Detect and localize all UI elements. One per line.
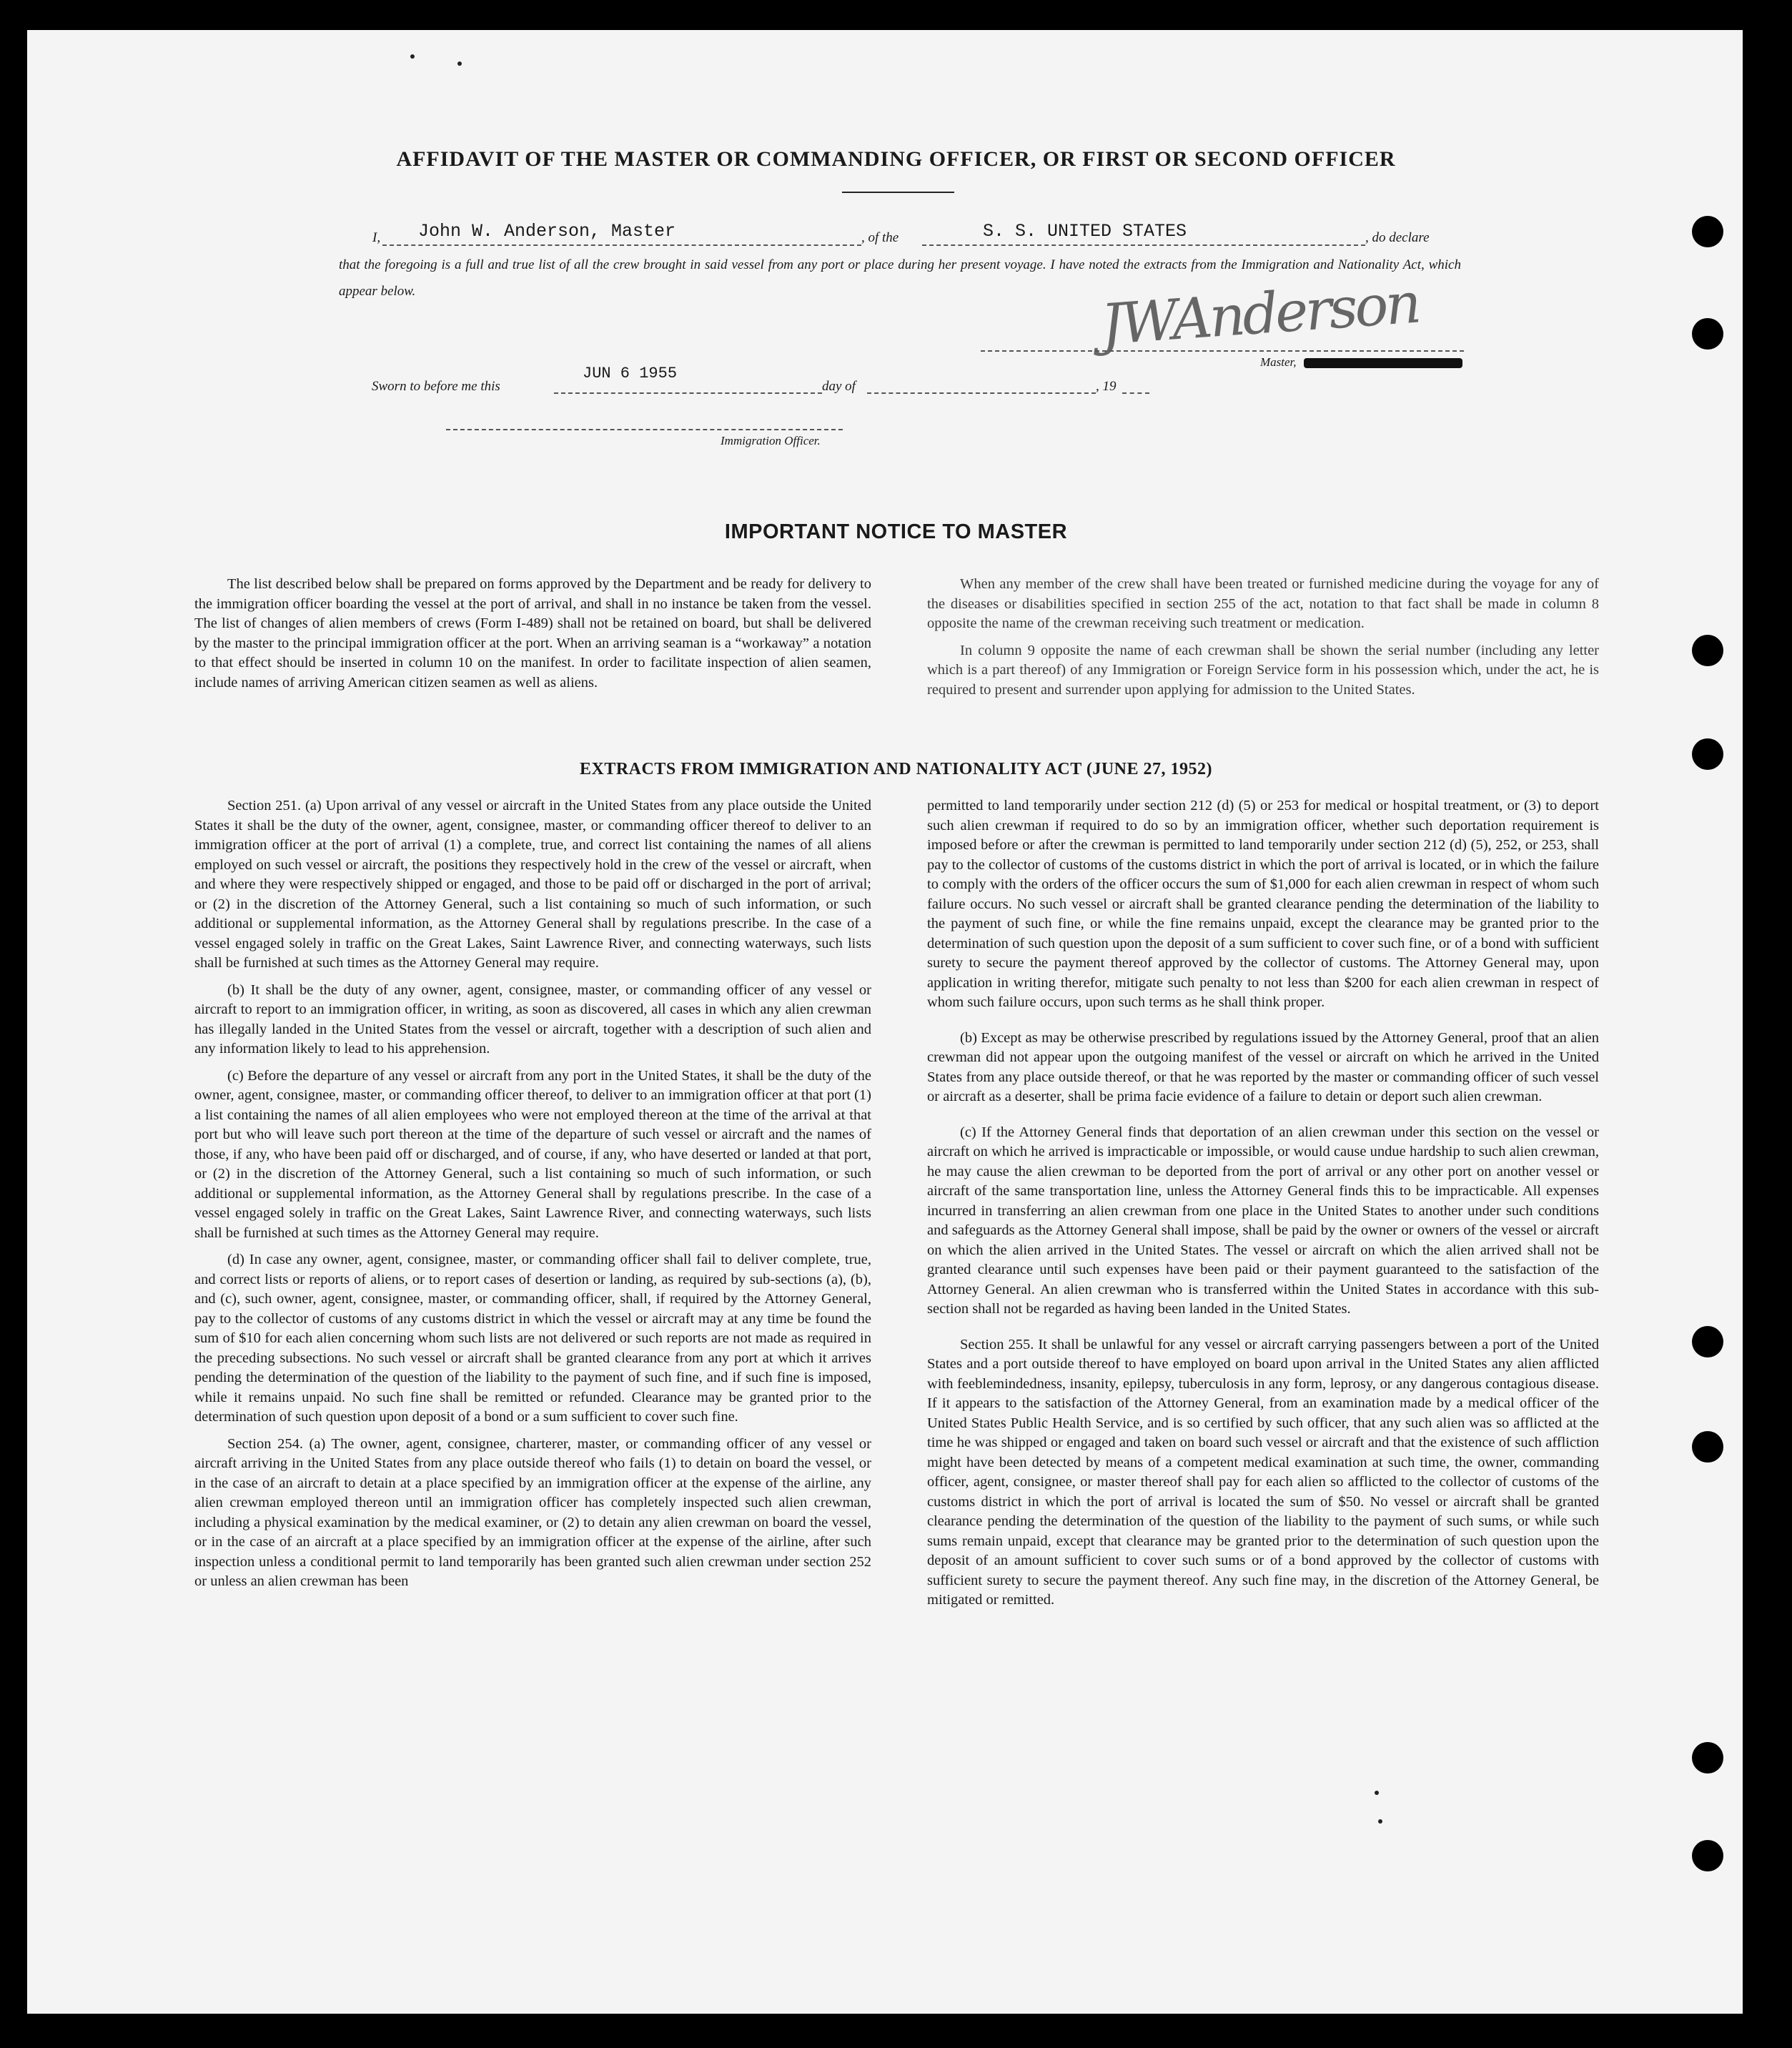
extract-paragraph: (b) Except as may be otherwise prescribed by regulations issued by the Attorney General, proof that an alien crewman did not appear upon the outgoing manifest of the vessel or aircraft on which he arrived in the United States from any place outside thereof, or that he was reported by the master or commanding officer of such vessel or aircraft as a deserter, shall be prima facie evidence of a failure to detain or deport such alien crewman. <box>927 1029 1599 1104</box>
extract-paragraph: (d) In case any owner, agent, consignee, master, or commanding officer shall fail to deliver complete, true, and correct lists or reports of aliens, or to report cases of desertion or landing, as required by sub-sections (a), (b), and (c), such owner, agent, consignee, master, or commanding officer, shall, if required by the Attorney General, pay to the collector of customs of any customs district in which the vessel or aircraft may at any time be found the sum of $10 for each alien concerning whom such lists are not delivered or such reports are not made as required in the preceding subsections. No such vessel or aircraft shall be granted clearance from any port at which it arrives pending the determination of the question of the liability to the payment of such fine, and if such fine is imposed, while it remains unpaid. No such fine shall be remitted or refunded. Clearance may be granted prior to the determination of such question upon deposit of a bond or a sum sufficient to cover such fine. <box>194 1252 871 1425</box>
extracts-right-column <box>927 796 1599 1618</box>
extract-paragraph: Section 255. It shall be unlawful for any vessel or aircraft carrying passengers between a port of the United States and a port outside thereof to have employed on board upon arrival in the United States any alien afflicted with feeblemindedness, insanity, epilepsy, tuberculosis in any form, leprosy, or any dangerous contagious disease. If it appears to the satisfaction of the Attorney General, from an examination made by a medical officer of the United States Public Health Service, and is so certified by such officer, that any such alien was so afflicted at the time he was shipped or engaged and taken on board such vessel or aircraft and that the existence of such affliction might have been detected by means of a competent medical examination at such time, the owner, commanding officer, agent, consignee, or master thereof shall pay for each alien so afflicted to the collector of customs of the customs district in which the port of arrival is located the sum of $50. No vessel or aircraft shall be granted clearance pending the determination of the question of the liability to the payment of such sums, or while such sums remain unpaid, except that clearance may be granted prior to the determination of such question upon the deposit of an amount sufficient to cover such sums or of a bond approved by the collector of customs with sufficient surety to secure the payment thereof. Any such fine may, in the discretion of the Attorney General, be mitigated or remitted. <box>927 1336 1599 1608</box>
extract-paragraph: permitted to land temporarily under section 212 (d) (5) or 253 for medical or hospital treatment, or (3) to deport such alien crewman if required to do so by an immigration officer, whether such deportation requirement is imposed before or after the crewman is permitted to land temporarily under section 212 (d) (5), 252, or 253, shall pay to the collector of customs of the customs district in which the port of arrival is located, or in which the failure to comply with the orders of the officer occurs the sum of $1,000 for each alien crewman in respect of whom such failure occurs. No such vessel or aircraft shall be granted clearance pending the determination of the liability to the payment of such fine, or while the fine remains unpaid, except the clearance may be granted prior to the determination of such question upon the deposit of a sum sufficient to cover such fine, or of a bond with sufficient surety to secure the payment thereof approved by the collector of customs. The Attorney General may, upon application in writing therefor, mitigate such penalty to not less than $200 for each alien crewman in respect of whom such failure occurs, upon such terms as he shall think proper. <box>927 798 1599 1010</box>
date-stamp: JUN 6 1955 <box>583 365 678 382</box>
do-declare-label: , do declare <box>1365 230 1430 245</box>
affidavit-title: AFFIDAVIT OF THE MASTER OR COMMANDING OFFICER, OR FIRST OR SECOND OFFICER <box>396 147 1396 171</box>
binder-hole <box>1692 216 1723 247</box>
extracts-left-column <box>194 796 871 1599</box>
notice-right-paragraph: When any member of the crew shall have been treated or furnished medicine during the voyage for any of the diseases or disabilities specified in section 255 of the act, notation to that fact shall be made in column 8 opposite the name of the crewman receiving such treatment or medication. <box>927 576 1599 631</box>
binder-hole <box>1692 1840 1723 1871</box>
notice-heading: IMPORTANT NOTICE TO MASTER <box>724 520 1068 543</box>
sworn-day-line <box>554 392 822 394</box>
notice-right-paragraph: In column 9 opposite the name of each crewman shall be shown the serial number (including any letter which is a part thereof) of any Immigration or Foreign Service form in his possession which, under the act, he is required to present and surrender upon applying for admission to the United States. <box>927 642 1599 698</box>
of-the-label: , of the <box>861 230 899 245</box>
extract-paragraph: Section 251. (a) Upon arrival of any vessel or aircraft in the United States from any place outside the United States it shall be the duty of the owner, agent, consignee, master, or commanding officer thereof to deliver to an immigration officer at the port of arrival (1) a complete, true, and correct list containing the names of all aliens employed on such vessel or aircraft, the positions they respectively hold in the crew of the vessel or aircraft, when and where they were respectively shipped or engaged, and those to be paid off or discharged in the port of arrival; or (2) in the discretion of the Attorney General, such a list containing so much of such information, or such additional or supplemental information, as the Attorney General shall by regulations prescribe. In the case of a vessel engaged solely in traffic on the Great Lakes, Saint Lawrence River, and connecting waterways, such lists shall be furnished at such times as the Attorney General may require. <box>194 798 871 971</box>
extract-paragraph: (c) If the Attorney General finds that deportation of an alien crewman under this section on the vessel or aircraft on which he arrived is impracticable or impossible, or would cause undue hardship to such alien crewman, he may cause the alien crewman to be deported from the port of arrival or any other port on another vessel or aircraft of the same transportation line, unless the Attorney General finds this to be impracticable. All expenses incurred in transferring an alien crewman from one place in the United States to another under such conditions and safeguards as the Attorney General shall impose, shall be paid by the owner or owners of the vessel or aircraft on which the alien arrived in the United States. The vessel or aircraft on which the alien arrived shall not be granted clearance until such expenses have been paid or their payment guaranteed to the satisfaction of the Attorney General. An alien crewman who is transferred within the United States in accordance with this sub-section shall not be regarded as having been landed in the United States. <box>927 1124 1599 1317</box>
extract-paragraph: (c) Before the departure of any vessel or aircraft from any port in the United States, it shall be the duty of the owner, agent, consignee, master, or commanding officer thereof, to deliver to an immigration officer at that port (1) a list containing the names of all alien employees who were not employed thereon at the time of the arrival at that port but who will leave such port thereon at the time of the departure of such vessel or aircraft and the names of those, if any, who have been paid off or discharged, and of course, if any, who have deserted or landed at that port, or (2) in the discretion of the Attorney General, such a list containing so much of such information, or such additional or supplemental information, as the Attorney General shall by regulations prescribe. In the case of a vessel engaged solely in traffic on the Great Lakes, Saint Lawrence River, and connecting waterways, such lists shall be furnished at such times as the Attorney General may require. <box>194 1067 871 1241</box>
master-signature: JWAnderson <box>1099 271 1421 358</box>
extract-paragraph: Section 254. (a) The owner, agent, consignee, charterer, master, or commanding officer of any vessel or aircraft arriving in the United States from any place outside thereof who fails (1) to detain on board the vessel, or in the case of an aircraft to detain at a place specified by an immigration officer at the expense of the airline, any alien crewman employed thereon until an immigration officer has completely inspected such alien crewman, including a physical examination by the medical examiner, or (2) to detain any alien crewman on board the vessel, or in the case of an aircraft at a place specified by an immigration officer at the expense of the airline, after such inspection unless a conditional permit to land temporarily has been granted such alien crewman under section 252 or unless an alien crewman has been <box>194 1435 871 1589</box>
day-of-label: day of <box>822 379 856 394</box>
binder-hole <box>1692 1431 1723 1463</box>
notice-left-column <box>194 575 871 700</box>
binder-hole <box>1692 318 1723 350</box>
immigration-officer-label: Immigration Officer. <box>721 434 821 447</box>
binder-hole <box>1692 1742 1723 1774</box>
redaction-bar <box>1304 358 1462 368</box>
i-label: I, <box>372 230 381 245</box>
master-name-field: John W. Anderson, Master <box>418 221 676 242</box>
notice-right-column <box>927 575 1599 707</box>
month-line <box>867 392 1096 394</box>
declaration-text: that the foregoing is a full and true list of all the crew brought in said vessel from any port or place during her present voyage. I have noted the extracts from the Immigration and Nationality Act, which appear below. <box>339 257 1461 299</box>
speck <box>1378 1819 1382 1824</box>
extract-paragraph: (b) It shall be the duty of any owner, agent, consignee, master, or commanding officer of any vessel or aircraft to report to an immigration officer, in writing, as soon as discovered, all cases in which any alien crewman has illegally landed in the United States from the vessel or aircraft, together with a description of such alien and any information likely to lead to his apprehension. <box>194 981 871 1057</box>
speck <box>1375 1791 1379 1795</box>
sworn-label: Sworn to before me this <box>372 379 500 394</box>
vessel-name-field: S. S. UNITED STATES <box>983 221 1187 242</box>
extracts-heading: EXTRACTS FROM IMMIGRATION AND NATIONALITY ACT (JUNE 27, 1952) <box>580 760 1212 778</box>
year-line <box>1122 392 1149 394</box>
name-line <box>382 244 861 246</box>
binder-hole <box>1692 1326 1723 1357</box>
signature-line <box>981 350 1464 352</box>
speck <box>410 54 415 59</box>
officer-signature-line <box>446 429 843 430</box>
binder-hole <box>1692 635 1723 666</box>
title-rule <box>842 192 954 193</box>
speck <box>457 61 462 66</box>
vessel-line <box>922 244 1365 246</box>
year-label: , 19 <box>1096 379 1117 394</box>
master-label: Master, <box>1260 355 1297 369</box>
notice-left-paragraph: The list described below shall be prepared on forms approved by the Department and be ready for delivery to the immigration officer boarding the vessel at the port of arrival, and shall in no instance be taken from the vessel. The list of changes of alien members of crews (Form I-489) shall not be retained on board, but shall be delivered by the master to the principal immigration officer at the port. When an arriving seaman is a “workaway” a notation to that effect should be inserted in column 10 on the manifest. In order to facilitate inspection of alien seamen, include names of arriving American citizen seamen as well as aliens. <box>194 576 871 691</box>
